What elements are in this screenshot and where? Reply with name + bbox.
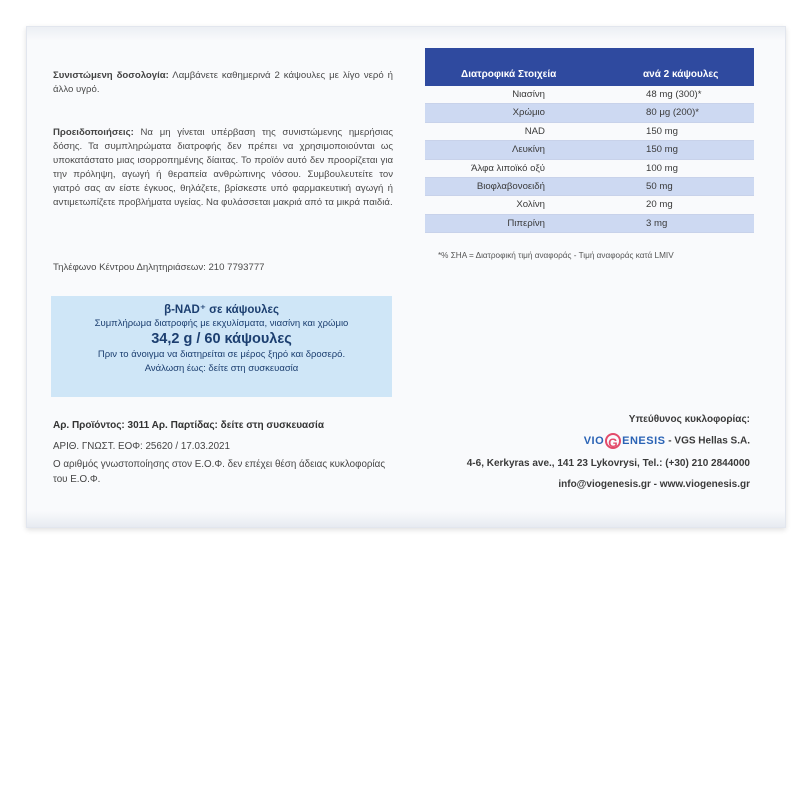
nutrition-row (425, 141, 754, 159)
distributor-brand-line (584, 433, 750, 449)
nutrient-name: Πιπερίνη (507, 217, 545, 229)
nutrition-row (425, 160, 754, 178)
nutrition-footnote: *% ΣΗΑ = Διατροφική τιμή αναφοράς - Τιμή αναφοράς κατά LMIV (438, 251, 674, 260)
expiry-note: Ανάλωση έως: δείτε στη συσκευασία (144, 363, 299, 374)
nutrient-name: Άλφα λιποϊκό οξύ (471, 162, 545, 174)
product-batch-codes: Αρ. Προϊόντος: 3011 Αρ. Παρτίδας: δείτε στη συσκευασία (53, 420, 324, 431)
nutrient-value: 150 mg (646, 125, 678, 137)
nutrition-row (425, 123, 754, 141)
nutrient-value: 80 μg (200)* (646, 107, 699, 119)
nutrition-row (425, 86, 754, 104)
warnings-label: Προειδοποιήσεις: (53, 127, 134, 138)
nutrition-row (425, 104, 754, 122)
nutrition-row (425, 178, 754, 196)
warnings-paragraph (53, 126, 393, 210)
product-title: β-NAD⁺ σε κάψουλες (164, 304, 279, 316)
distributor-label: Υπεύθυνος κυκλοφορίας: (628, 414, 750, 425)
logo-text-left: VIO (583, 434, 605, 447)
nutrient-value: 20 mg (646, 199, 673, 211)
net-quantity: 34,2 g / 60 κάψουλες (151, 331, 292, 347)
nutrition-row (425, 196, 754, 214)
nutrient-value: 48 mg (300)* (646, 89, 702, 100)
nutrient-value: 100 mg (646, 162, 678, 174)
dosage-paragraph (53, 69, 393, 97)
nutrient-value: 3 mg (646, 217, 668, 229)
nutrient-value: 150 mg (646, 144, 678, 156)
warnings-text: Να μη γίνεται υπέρβαση της συνιστώμενης ημερήσιας δόσης. Τα συμπληρώματα διατροφής δεν πρέπει να χρησιμοποιούνται ως υποκατάστατο μιας ισορροπημένης δίαιτας. Το προϊόν αυτό δεν προορίζεται για την πρόληψη, αγωγή ή θεραπεία ανθρώπινης νόσου. Συμβουλευτείτε τον γιατρό σας αν είστε έγκυος, θηλάζετε, βρίσκεστε υπό φαρμακευτική αγωγή ή αντιμετωπίζετε προβλήματα υγείας. Να φυλάσσεται μακριά από τα μικρά παιδιά. (53, 127, 393, 208)
header-value: ανά 2 κάψουλες (643, 69, 719, 80)
nutrition-table-header (425, 48, 754, 86)
logo-g-circle-icon: G (605, 433, 621, 449)
product-info-box (51, 296, 392, 397)
distributor-address: 4-6, Kerkyras ave., 141 23 Lykovrysi, Tel.: (+30) 210 2844000 (466, 458, 750, 469)
dosage-label: Συνιστώμενη δοσολογία: (53, 70, 169, 81)
nutrition-row (425, 215, 754, 233)
nutrient-name: Λευκίνη (512, 144, 545, 156)
nutrient-name: Νιασίνη (512, 89, 545, 100)
poison-center-phone: Τηλέφωνο Κέντρου Δηλητηριάσεων: 210 7793777 (53, 262, 265, 273)
nutrient-name: NAD (524, 125, 545, 137)
eof-note: Ο αριθμός γνωστοποίησης στον Ε.Ο.Φ. δεν επέχει θέση άδειας κυκλοφορίας του Ε.Ο.Φ. (53, 459, 386, 485)
distributor-web: info@viogenesis.gr - www.viogenesis.gr (558, 479, 750, 490)
box-top-edge (27, 27, 785, 41)
storage-note: Πριν το άνοιγμα να διατηρείται σε μέρος ξηρό και δροσερό. (97, 349, 346, 360)
nutrient-value: 50 mg (646, 180, 673, 192)
box-bottom-edge (27, 511, 785, 527)
nutrient-name: Χολίνη (516, 199, 545, 211)
eof-notification-number: ΑΡΙΘ. ΓΝΩΣΤ. ΕΟΦ: 25620 / 17.03.2021 (53, 441, 230, 452)
nutrient-name: Βιοφλαβονοειδή (476, 180, 545, 192)
viogenesis-logo (584, 433, 666, 449)
logo-text-right: ENESIS (622, 434, 666, 447)
nutrient-name: Χρώμιο (512, 107, 545, 119)
distributor-company: - VGS Hellas S.A. (668, 435, 750, 447)
product-subtitle: Συμπλήρωμα διατροφής με εκχυλίσματα, νιασίνη και χρώμιο (94, 318, 349, 329)
header-name: Διατροφικά Στοιχεία (461, 69, 557, 80)
dosage-text: Λαμβάνετε καθημερινά 2 κάψουλες με λίγο νερό ή άλλο υγρό. (53, 70, 393, 95)
nutrition-table (425, 48, 754, 233)
